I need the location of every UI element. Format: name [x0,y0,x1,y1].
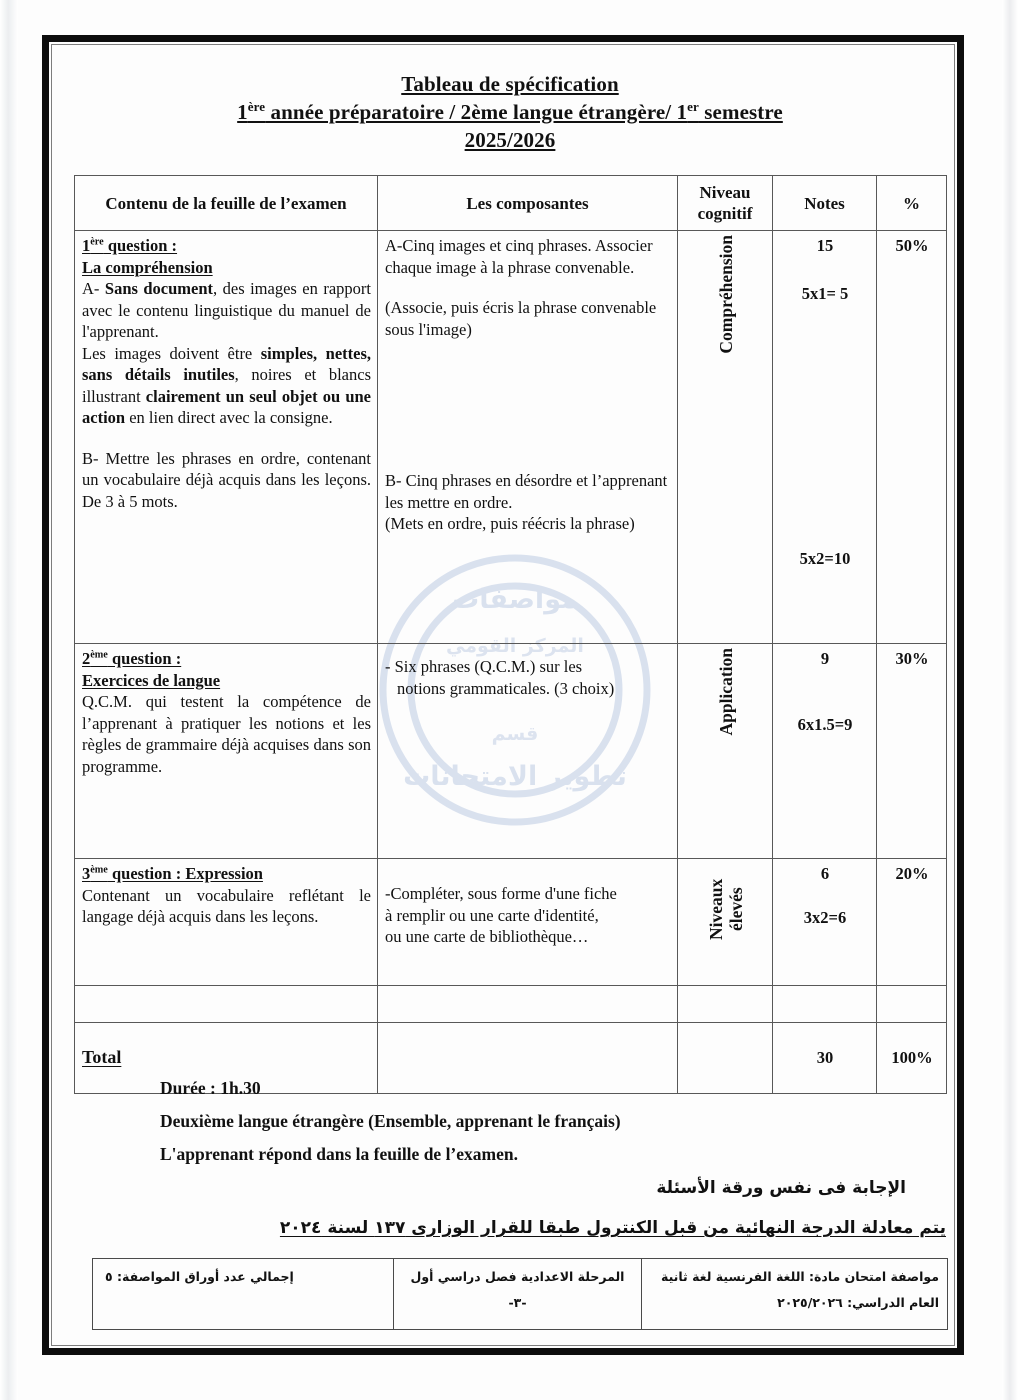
total-notes-cell: 30 [773,1023,877,1094]
exam-notes [160,1072,900,1171]
note-language: Deuxième langue étrangère (Ensemble, apprenant le français) [160,1111,621,1131]
total-label: Total [82,1047,122,1068]
header-pourcentage: % [877,176,947,231]
row2-pourcent-cell: 30% [877,644,947,859]
row1-composantes-a2: (Associe, puis écris la phrase convenable sous l'image) [385,298,657,339]
spacer-cell-pourcent [877,986,947,1023]
row3-question-heading: 3ème question : Expression [82,864,263,883]
row2-question-heading: 2ème question : [82,649,182,668]
row2-notes-cell [773,644,877,859]
row2-composantes-line-2: notions grammaticales. (3 choix) [397,678,615,698]
footer-sheet-count-line: إجمالي عدد أوراق المواصفة: ٥ [105,1269,294,1284]
footer-info-table [92,1258,948,1330]
footer-stage-cell [394,1259,642,1330]
footer-subject-line: مواصفة امتحان مادة: اللغة الفرنسية لغة ثانية [660,1269,939,1284]
spacer-cell-notes [773,986,877,1023]
row3-contenu-text: Contenant un vocabulaire reflétant le langage déjà acquis dans les leçons. [82,885,371,926]
row1-note-calc-2: 5x2=10 [799,549,851,568]
row3-niveau-cell [678,859,773,986]
spacer-cell-niveau [678,986,773,1023]
footer-academic-year-line: العام الدراسي: ٢٠٢٥/٢٠٢٦ [777,1295,939,1310]
row1-contenu-part-b: B- Mettre les phrases en ordre, contenant un vocabulaire déjà acquis dans les leçons. De 3 à 5 mots. [82,448,371,511]
row1-question-title: La compréhension [82,257,213,277]
footer-sheet-count-cell [93,1259,394,1330]
arabic-note-ministerial-decree: يتم معادلة الدرجة النهائية من قبل الكنترول طبقا للقرار الوزارى ١٣٧ لسنة ٢٠٢٤ [279,1218,946,1238]
row2-contenu-cell [75,644,378,859]
header-notes: Notes [773,176,877,231]
row2-niveau-label: Application [715,648,736,736]
table-spacer-row [75,986,947,1023]
title-ordinal-er: er [687,99,699,114]
row3-note-total: 6 [820,864,830,883]
footer-subject-cell [642,1259,948,1330]
row1-contenu-spacer [82,429,371,448]
svg-text:المركز القومي: المركز القومي [446,635,584,657]
footer-row [93,1259,948,1330]
row2-composantes-line-1: - Six phrases (Q.C.M.) sur les [385,657,583,676]
row3-niveau-label: Niveaux élevés [705,878,746,940]
svg-text:مواصفات: مواصفات [452,584,578,615]
row1-note-calc-1: 5x1= 5 [801,283,849,303]
total-pourcent-cell: 100% [877,1023,947,1094]
header-contenu: Contenu de la feuille de l’examen [75,176,378,231]
row1-pourcent-cell: 50% [877,231,947,644]
row1-composantes-b2: (Mets en ordre, puis réécris la phrase) [385,514,635,533]
footer-stage-line: المرحلة الاعدادية فصل دراسي أول [410,1269,625,1284]
row1-contenu-part-a2: Les images doivent être simples, nettes, sans détails inutiles, noires et blancs illustrant clairement un seul objet ou une action en lien direct avec la consigne. [82,343,371,427]
row2-niveau-cell [678,644,773,859]
footer-page-number: -٣- [508,1295,527,1310]
specification-table [74,175,947,1094]
table-row [75,644,947,859]
table-row [75,859,947,986]
row3-notes-cell [773,859,877,986]
table-header-row [75,176,947,231]
header-niveau-cognitif: Niveau cognitif [678,176,773,231]
table-row [75,231,947,644]
row2-contenu-text: Q.C.M. qui testent la compétence de l’apprenant à pratiquer les notions et les règles de grammaire déjà acquises dans son programme. [82,692,371,776]
title-line-1: Tableau de spécification [401,72,619,96]
row3-pourcent-cell: 20% [877,859,947,986]
spacer-cell-contenu [75,986,378,1023]
row2-question-title: Exercices de langue [82,670,221,690]
spacer-cell-composantes [378,986,678,1023]
note-answer-sheet: L'apprenant répond dans la feuille de l’examen. [160,1144,518,1164]
svg-text:قسم: قسم [491,723,539,745]
title-line-3-academic-year: 2025/2026 [464,128,556,152]
row2-note-total: 9 [820,649,830,668]
title-ordinal-ere: ère [247,99,266,114]
row2-composantes-cell [378,644,678,859]
row3-contenu-cell [75,859,378,986]
row1-composantes-cell [378,231,678,644]
row3-note-calc-1: 3x2=6 [803,907,847,927]
header-composantes: Les composantes [378,176,678,231]
row1-contenu-cell [75,231,378,644]
row1-question-heading: 1ère question : [82,236,178,255]
row1-niveau-cell [678,231,773,644]
row1-composantes-a1: A-Cinq images et cinq phrases. Associer chaque image à la phrase convenable. [385,236,653,277]
row1-note-total: 15 [816,236,834,255]
row2-note-calc-1: 6x1.5=9 [797,714,853,734]
row3-composantes-line-3: ou une carte de bibliothèque… [385,927,589,946]
note-duration: Durée : 1h.30 [160,1078,261,1098]
row1-niveau-label: Compréhension [715,235,736,354]
row1-contenu-part-a: A- Sans document, des images en rapport avec le contenu linguistique du manuel de l'apprenant. [82,279,371,341]
row3-composantes-cell [378,859,678,986]
row3-composantes-line-1: -Compléter, sous forme d'une fiche [385,884,617,903]
row1-notes-cell [773,231,877,644]
title-line-2: 1ère année préparatoire / 2ème langue étrangère/ 1er semestre [237,99,783,124]
document-title [120,70,900,154]
row1-composantes-spacer-1 [385,278,671,297]
row1-composantes-gap [385,340,671,470]
row1-composantes-b1: B- Cinq phrases en désordre et l’apprenant les mettre en ordre. [385,471,668,512]
svg-text:تطوير الامتحانات: تطوير الامتحانات [403,761,627,792]
row3-composantes-line-2: à remplir ou une carte d'identité, [385,905,599,925]
arabic-note-answer-same-sheet: الإجابة فى نفس ورقة الأسئلة [656,1178,906,1198]
